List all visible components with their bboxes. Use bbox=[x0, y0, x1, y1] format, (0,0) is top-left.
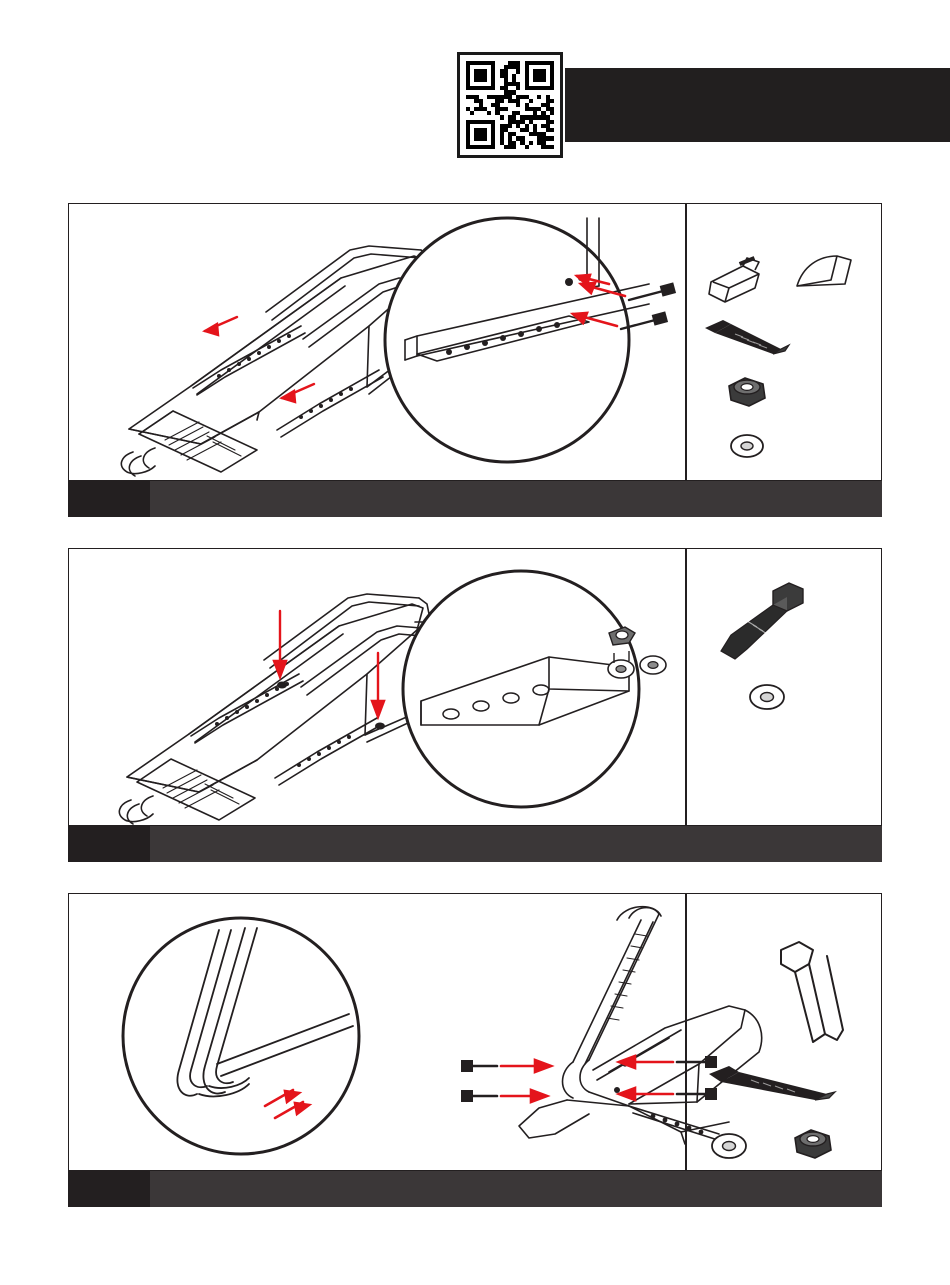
step-1-number bbox=[68, 481, 150, 517]
step-2-figure bbox=[68, 548, 882, 826]
flat-washer-part bbox=[712, 1134, 746, 1158]
step-3-number bbox=[68, 1171, 150, 1207]
flat-washer-part bbox=[750, 685, 784, 709]
step-3-caption-text bbox=[150, 1171, 882, 1207]
hex-bolt-part bbox=[721, 583, 803, 659]
end-cap-part bbox=[797, 256, 851, 286]
step-3 bbox=[68, 893, 882, 1207]
step-3-caption bbox=[68, 1171, 882, 1207]
lock-nut-part bbox=[729, 378, 765, 406]
hex-bolt-part bbox=[705, 320, 789, 354]
step-2-parts-list bbox=[685, 549, 881, 826]
step-2-caption-text bbox=[150, 826, 882, 862]
flat-washer-part bbox=[731, 435, 763, 457]
bracket-clip-part bbox=[709, 258, 759, 302]
step-2-number bbox=[68, 826, 150, 862]
step-3-figure bbox=[68, 893, 882, 1171]
page-header bbox=[0, 68, 950, 142]
step-1-figure bbox=[68, 203, 882, 481]
step-1 bbox=[68, 203, 882, 517]
step-2 bbox=[68, 548, 882, 862]
step-1-caption-text bbox=[150, 481, 882, 517]
hex-key-wrench-part bbox=[781, 942, 843, 1042]
qr-code[interactable] bbox=[457, 52, 563, 158]
qr-code-modules bbox=[466, 61, 554, 149]
step-3-parts-list bbox=[685, 894, 881, 1171]
lock-nut-part bbox=[795, 1130, 831, 1158]
step-2-caption bbox=[68, 826, 882, 862]
header-black-bar bbox=[565, 68, 950, 142]
hex-bolt-part bbox=[709, 1066, 835, 1100]
step-1-parts-list bbox=[685, 204, 881, 481]
step-1-caption bbox=[68, 481, 882, 517]
